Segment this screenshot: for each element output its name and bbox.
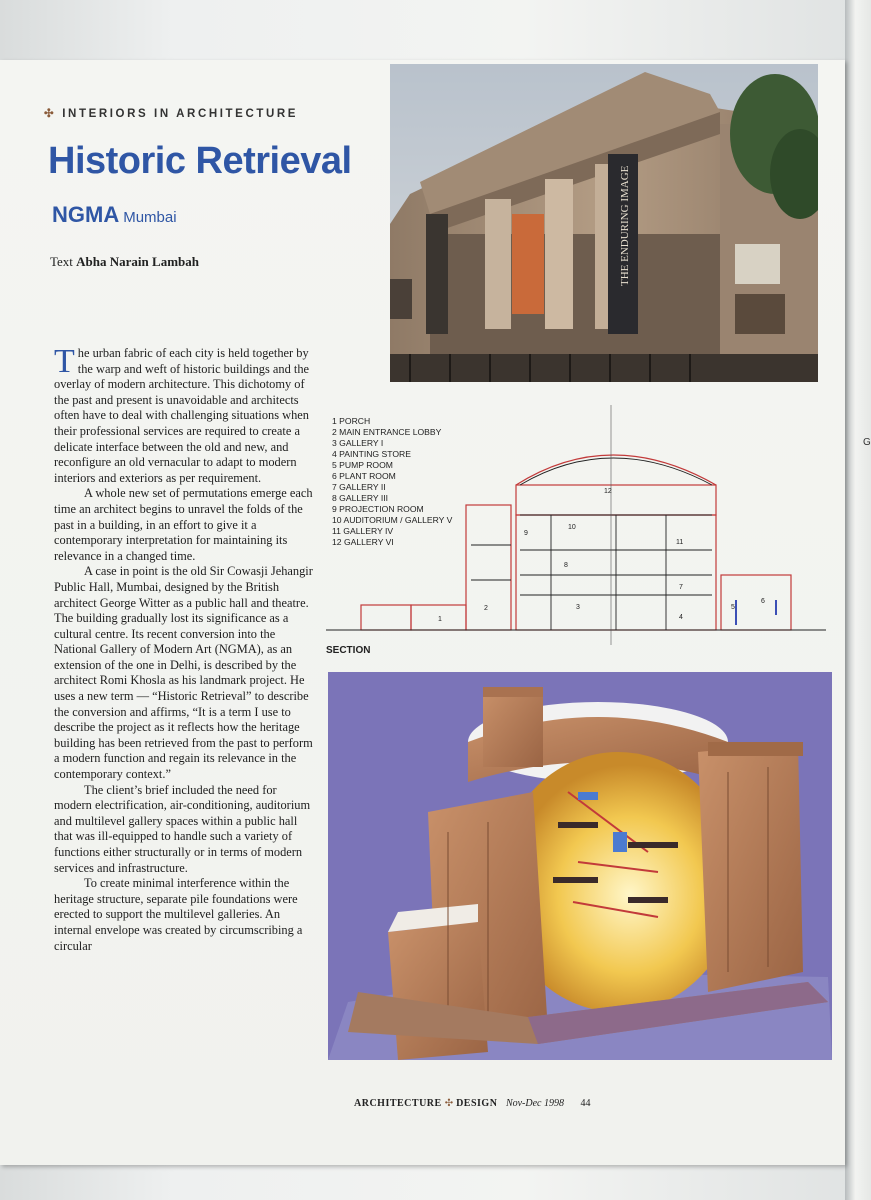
legend-item: 10 AUDITORIUM / GALLERY V: [332, 515, 453, 525]
byline-author: Abha Narain Lambah: [76, 254, 199, 269]
section-tag-text: INTERIORS IN ARCHITECTURE: [62, 108, 299, 120]
paragraph-5: To create minimal interference within the heritage structure, separate pile foundations were erected to support the multilevel galleries. An internal envelope was created by circumscribing a circular: [54, 876, 303, 953]
room-number: 5: [731, 604, 735, 611]
drop-cap: T: [54, 343, 75, 380]
room-number: 9: [524, 530, 528, 537]
paragraph-3: A case in point is the old Sir Cowasji Jehangir Public Hall, Mumbai, designed by the British architect George Witter as a public hall and theatre. The building gradually lost its significance as a cultural centre. Its recent conversion into the National Gallery of Modern Art (NGMA), as an extension of the one in Delhi, is described by the architect Romi Khosla as his landmark project. He uses a new term — “Historic Retrieval” to describe the conversion and affirms, “It is a term I use to describe the project as it reflects how the heritage building has been retrieved from the past to perform a modern function and regain its relevance in the contemporary context.”: [54, 564, 313, 782]
banner-text: THE ENDURING IMAGE: [619, 165, 631, 286]
section-label: SECTION: [326, 645, 371, 656]
section-tag: [44, 106, 298, 120]
ornament-icon: ✣: [444, 1098, 454, 1109]
margin-letter: G: [863, 437, 871, 448]
cutaway-render: [328, 672, 832, 1060]
room-number: 10: [568, 524, 576, 531]
paragraph-2: A whole new set of permutations emerge each time an architect begins to unravel the folds of the past in a building, in an effort to give it a contemporary interpretation for maintaining its relevance in a changed time.: [54, 486, 313, 563]
section-legend: [332, 416, 452, 548]
legend-item: 6 PLANT ROOM: [332, 471, 396, 481]
legend-item: 5 PUMP ROOM: [332, 460, 393, 470]
page-number: 44: [580, 1098, 591, 1109]
room-number: 1: [438, 616, 442, 623]
paragraph-4: The client’s brief included the need for modern electrification, air-conditioning, auditorium and multilevel gallery spaces within a public hall that was ill-equipped to handle such a variety of functions either structurally or in terms of modern services and infrastructure.: [54, 782, 311, 875]
page-footer: [354, 1098, 590, 1109]
footer-brand-left: ARCHITECTURE: [354, 1098, 442, 1109]
legend-item: 12 GALLERY VI: [332, 537, 394, 547]
legend-item: 2 MAIN ENTRANCE LOBBY: [332, 427, 442, 437]
legend-item: 4 PAINTING STORE: [332, 449, 411, 459]
subtitle-main: NGMA: [52, 202, 120, 227]
room-number: 3: [576, 604, 580, 611]
room-number: 6: [761, 598, 765, 605]
legend-item: 8 GALLERY III: [332, 493, 389, 503]
article-title: Historic Retrieval: [48, 140, 352, 182]
byline: [50, 254, 199, 270]
paragraph-1-text: he urban fabric of each city is held together by the warp and weft of historic buildings and the overlay of modern architecture. This dichotomy of the past and present is unavoidable and architects often have to deal with challenging situations when their professional services are required to create a delicate interface between the old and new, and reconfigure an old vernacular to adapt to modern interiors and exteriors as per requirement.: [54, 346, 310, 485]
room-number: 2: [484, 605, 488, 612]
room-number: 4: [679, 614, 683, 621]
footer-brand-right: DESIGN: [456, 1098, 498, 1109]
room-number: 11: [676, 539, 684, 546]
building-photo-drawing: [390, 64, 818, 382]
legend-item: 1 PORCH: [332, 416, 371, 426]
room-number: 12: [604, 488, 612, 495]
article-subtitle: [52, 202, 177, 228]
legend-item: 3 GALLERY I: [332, 438, 384, 448]
room-number: 7: [679, 584, 683, 591]
room-number: 8: [564, 562, 568, 569]
byline-prefix: Text: [50, 254, 73, 269]
legend-item: 7 GALLERY II: [332, 482, 386, 492]
legend-item: 11 GALLERY IV: [332, 526, 394, 536]
ornament-icon: ✣: [44, 108, 57, 120]
adjacent-page-edge: [845, 0, 871, 1200]
building-photo: [390, 64, 818, 382]
cutaway-render-drawing: [328, 672, 832, 1060]
paragraph-1: [54, 343, 316, 486]
subtitle-city: Mumbai: [123, 209, 177, 226]
article-body: [54, 343, 316, 954]
legend-item: 9 PROJECTION ROOM: [332, 504, 424, 514]
footer-issue: Nov-Dec 1998: [505, 1098, 564, 1109]
